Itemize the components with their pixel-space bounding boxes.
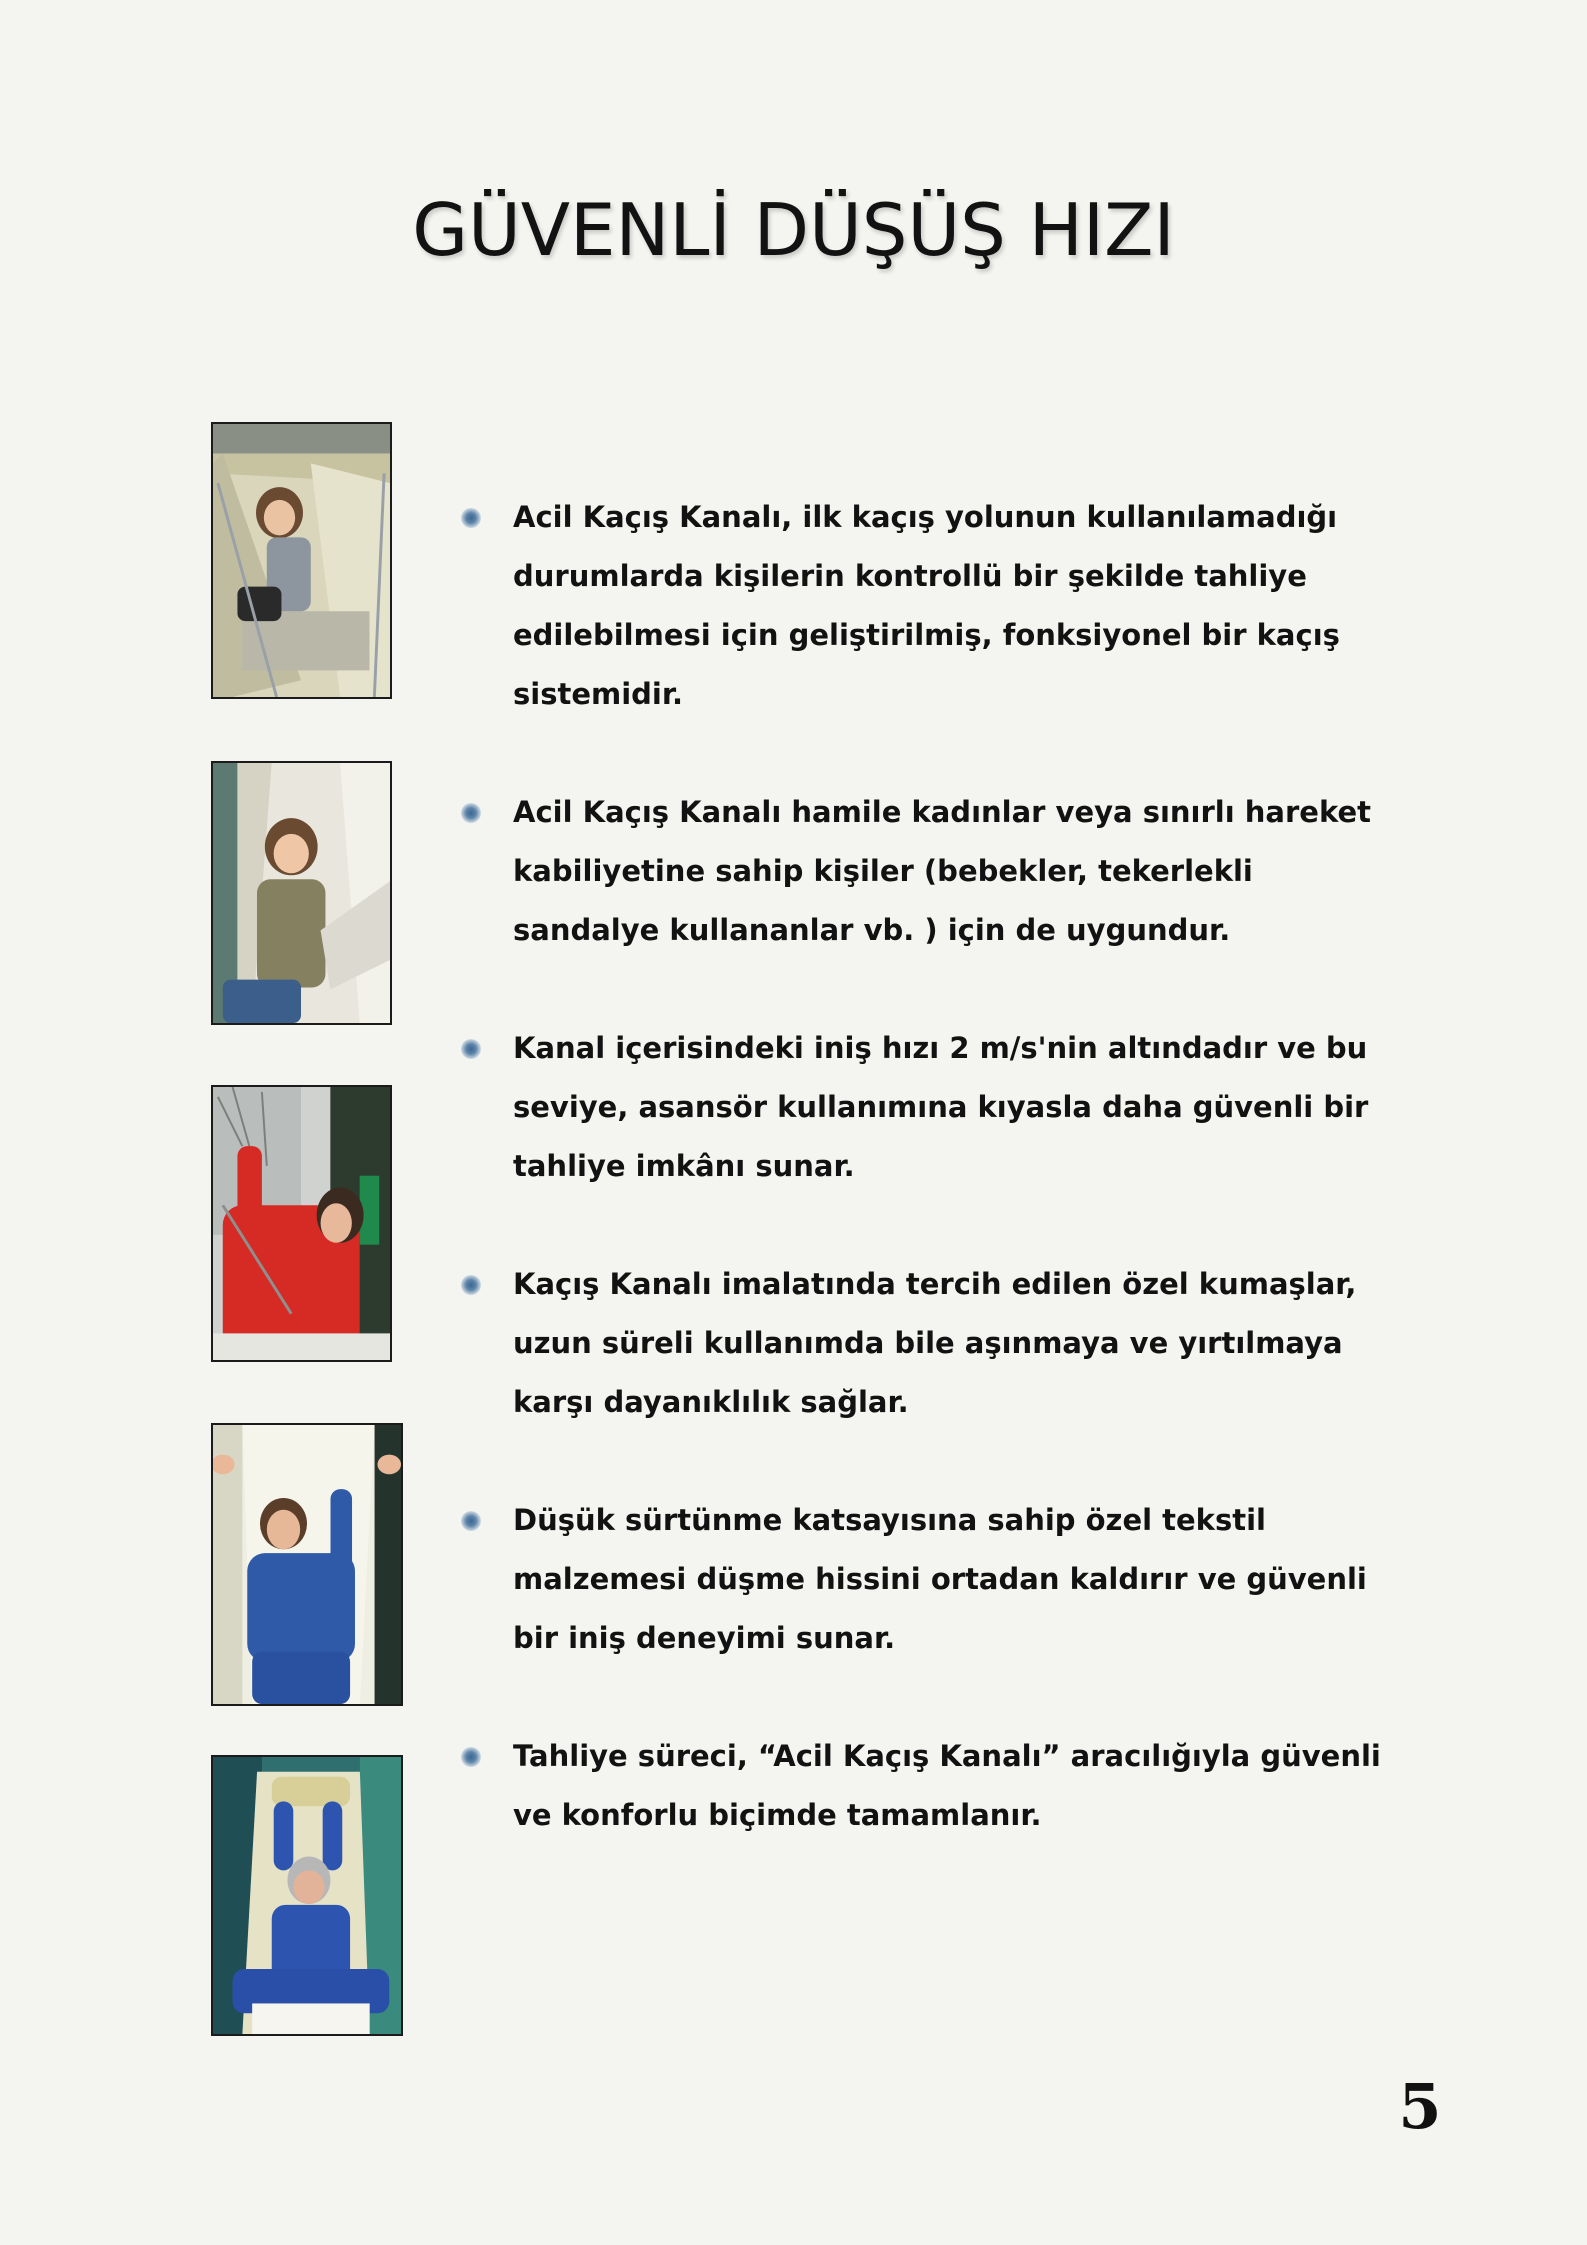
list-item <box>461 783 1381 960</box>
child-in-chute-entry-photo <box>211 761 392 1025</box>
child-sitting-in-chute-photo <box>211 422 392 699</box>
list-item <box>461 1255 1381 1432</box>
bullet-list <box>461 488 1381 1904</box>
bullet-text: Tahliye süreci, “Acil Kaçış Kanalı” aracılığıyla güvenli ve konforlu biçimde tamamlanır. <box>513 1739 1381 1832</box>
bullet-text: Kanal içerisindeki iniş hızı 2 m/s'nin altındadır ve bu seviye, asansör kullanımına kıyasla daha güvenli bir tahliye imkânı sunar. <box>513 1031 1369 1183</box>
bullet-dot-icon <box>461 1275 481 1295</box>
bullet-text: Acil Kaçış Kanalı hamile kadınlar veya sınırlı hareket kabiliyetine sahip kişiler (bebekler, tekerlekli sandalye kullananlar vb. ) için de uygundur. <box>513 795 1371 947</box>
bullet-dot-icon <box>461 508 481 528</box>
bullet-dot-icon <box>461 1039 481 1059</box>
bullet-dot-icon <box>461 803 481 823</box>
man-blue-overalls-photo <box>211 1755 403 2036</box>
bullet-dot-icon <box>461 1511 481 1531</box>
bullet-dot-icon <box>461 1747 481 1767</box>
page-number: 5 <box>1398 2070 1442 2143</box>
list-item <box>461 1727 1381 1845</box>
list-item <box>461 488 1381 724</box>
woman-red-jacket-photo <box>211 1085 392 1362</box>
list-item <box>461 1491 1381 1668</box>
bullet-text: Kaçış Kanalı imalatında tercih edilen özel kumaşlar, uzun süreli kullanımda bile aşınmaya ve yırtılmaya karşı dayanıklılık sağlar. <box>513 1267 1357 1419</box>
page-title: GÜVENLİ DÜŞÜŞ HIZI <box>412 188 1175 272</box>
bullet-text: Düşük sürtünme katsayısına sahip özel tekstil malzemesi düşme hissini ortadan kaldırır ve güvenli bir iniş deneyimi sunar. <box>513 1503 1367 1655</box>
woman-blue-overalls-photo <box>211 1423 403 1706</box>
bullet-text: Acil Kaçış Kanalı, ilk kaçış yolunun kullanılamadığı durumlarda kişilerin kontrollü bir şekilde tahliye edilebilmesi için geliştirilmiş, fonksiyonel bir kaçış sistemidir. <box>513 500 1340 711</box>
list-item <box>461 1019 1381 1196</box>
